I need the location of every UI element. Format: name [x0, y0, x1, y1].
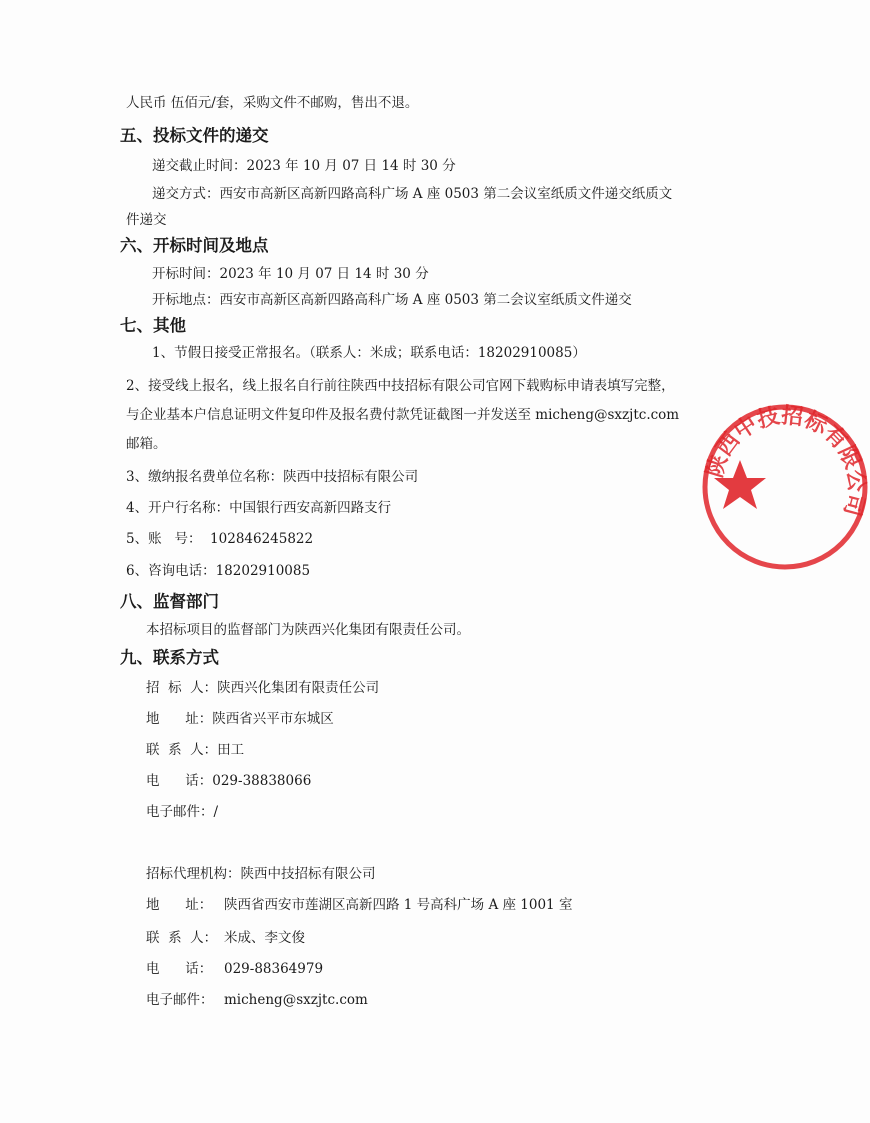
field-label: 招标代理机构：: [146, 866, 241, 882]
agency-contact-row: [146, 928, 305, 948]
seal-text: 陕西中技招标有限公司: [702, 403, 869, 519]
other-item-2-line1: 2、接受线上报名，线上报名自行前往陕西中技招标有限公司官网下载购标申请表填写完整，: [126, 378, 675, 394]
field-label: 招 标 人：: [146, 680, 218, 696]
field-value: 陕西省西安市莲湖区高新四路 1 号高科广场 A 座 1001 室: [224, 897, 573, 913]
field-label: 电子邮件：: [146, 992, 214, 1008]
field-label: 地 址：: [146, 897, 213, 913]
field-label: 联 系 人：: [146, 742, 218, 758]
other-item-1: 1、节假日接受正常报名。（联系人：米成；联系电话：18202910085）: [152, 345, 586, 361]
purchaser-phone-row: [146, 771, 311, 791]
opening-place: 开标地点：西安市高新区高新四路高科广场 A 座 0503 第二会议室纸质文件递交: [152, 292, 632, 308]
field-label: 联 系 人：: [146, 930, 218, 946]
field-value: 米成、李文俊: [224, 930, 305, 946]
field-value: 029-88364979: [224, 961, 324, 977]
field-value: micheng@sxzjtc.com: [224, 992, 368, 1008]
section-6-heading: 六、开标时间及地点: [120, 236, 269, 255]
agency-name-row: [146, 864, 376, 884]
field-value: 029-38838066: [212, 773, 312, 789]
field-label: 电子邮件：: [146, 804, 214, 820]
field-label: 电 话：: [146, 773, 213, 789]
field-value: 陕西中技招标有限公司: [240, 866, 376, 882]
field-value: 陕西省兴平市东城区: [212, 711, 334, 727]
section-8-heading: 八、监督部门: [120, 592, 219, 611]
field-label: 地 址：: [146, 711, 213, 727]
field-value: 陕西兴化集团有限责任公司: [217, 680, 380, 696]
other-item-6: 6、咨询电话：18202910085: [126, 563, 311, 579]
other-item-2-line3: 邮箱。: [126, 436, 167, 452]
fee-text: 人民币 伍佰元/套，采购文件不邮购，售出不退。: [126, 95, 419, 111]
purchaser-contact-row: [146, 740, 244, 760]
submission-deadline: 递交截止时间：2023 年 10 月 07 日 14 时 30 分: [152, 158, 456, 174]
submission-method-line2: 件递交: [126, 212, 167, 228]
agency-address-row: [146, 895, 572, 915]
other-item-5: 5、账 号： 102846245822: [126, 531, 314, 547]
section-5-heading: 五、投标文件的递交: [120, 126, 269, 145]
supervision-text: 本招标项目的监督部门为陕西兴化集团有限责任公司。: [146, 622, 470, 638]
other-item-2-line2: 与企业基本户信息证明文件复印件及报名费付款凭证截图一并发送至 micheng@sxzjtc.com: [126, 407, 680, 423]
purchaser-name-row: [146, 678, 379, 698]
purchaser-email-row: [146, 802, 218, 822]
agency-email-row: [146, 990, 368, 1010]
section-7-heading: 七、其他: [120, 316, 186, 335]
company-seal: [700, 402, 870, 572]
agency-phone-row: [146, 959, 323, 979]
submission-method-line1: 递交方式：西安市高新区高新四路高科广场 A 座 0503 第二会议室纸质文件递交纸质文: [152, 186, 673, 202]
field-value: /: [213, 804, 219, 820]
field-label: 电 话：: [146, 961, 213, 977]
other-item-3: 3、缴纳报名费单位名称：陕西中技招标有限公司: [126, 469, 419, 485]
field-value: 田工: [217, 742, 245, 758]
purchaser-address-row: [146, 709, 334, 729]
section-9-heading: 九、联系方式: [120, 648, 219, 667]
opening-time: 开标时间：2023 年 10 月 07 日 14 时 30 分: [152, 266, 429, 282]
other-item-4: 4、开户行名称：中国银行西安高新四路支行: [126, 500, 392, 516]
